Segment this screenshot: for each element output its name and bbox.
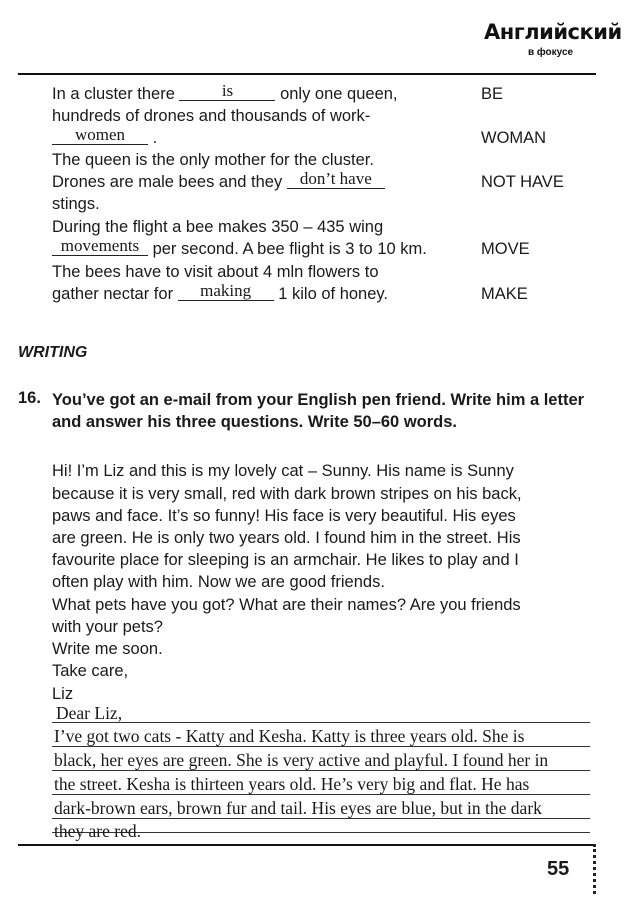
answer-blank: movements xyxy=(52,237,148,256)
footer-dotted-edge xyxy=(593,844,596,894)
logo-title: Английский xyxy=(484,20,622,44)
letter-line: paws and face. It’s so funny! His face is very beautiful. His eyes xyxy=(52,507,516,525)
word-prompt: MAKE xyxy=(481,285,528,303)
letter-line: because it is very small, red with dark brown stripes on his back, xyxy=(52,485,522,503)
exercise-line: stings. xyxy=(52,195,100,213)
exercise-line: The queen is the only mother for the cluster. xyxy=(52,151,374,169)
answer-letter-line: Dear Liz, xyxy=(56,703,123,723)
task-instruction: You’ve got an e-mail from your English pen friend. Write him a letter and answer his three questions. Write 50–60 words. xyxy=(52,391,585,431)
task-number: 16. xyxy=(18,389,41,407)
word-prompt: BE xyxy=(481,85,504,103)
footer-rule xyxy=(18,844,596,846)
answer-letter-line: they are red. xyxy=(54,821,141,841)
header-rule xyxy=(18,73,596,75)
word-prompt: WOMAN xyxy=(481,129,547,147)
exercise-line: movements per second. A bee flight is 3 to 10 km. xyxy=(52,238,472,260)
exercise-line: During the flight a bee makes 350 – 435 wing xyxy=(52,218,384,236)
letter-line: favourite place for sleeping is an armchair. He likes to play and I xyxy=(52,551,519,569)
exercise-line: In a cluster there is only one queen, xyxy=(52,81,398,103)
letter-line: What pets have you got? What are their names? Are you friends xyxy=(52,596,521,614)
letter-line: Write me soon. xyxy=(52,640,163,658)
answer-letter-line: I’ve got two cats - Katty and Kesha. Katty is three years old. She is xyxy=(54,726,525,746)
letter-line: Take care, xyxy=(52,662,129,680)
section-title: WRITING xyxy=(18,344,88,361)
letter-line: Liz xyxy=(52,685,74,703)
answer-blank: making xyxy=(178,282,274,301)
answer-letter-line: black, her eyes are green. She is very active and playful. I found her in xyxy=(54,750,549,770)
letter-line: are green. He is only two years old. I found him in the street. His xyxy=(52,529,521,547)
word-prompt: MOVE xyxy=(481,240,530,258)
word-prompt: NOT HAVE xyxy=(481,173,564,191)
exercise-line: women . xyxy=(52,127,472,149)
answer-blank: women xyxy=(52,126,148,145)
exercise-line: The bees have to visit about 4 mln flowers to xyxy=(52,263,379,281)
answer-blank: don’t have xyxy=(287,170,385,189)
publisher-logo xyxy=(478,20,622,66)
exercise-line: Drones are male bees and they don’t have xyxy=(52,171,472,193)
answer-rule xyxy=(52,722,590,723)
exercise-line: hundreds of drones and thousands of work- xyxy=(52,107,371,125)
letter-line: with your pets? xyxy=(52,618,163,636)
letter-line: often play with him. Now we are good friends. xyxy=(52,573,385,591)
letter-line: Hi! I’m Liz and this is my lovely cat – Sunny. His name is Sunny xyxy=(52,462,514,480)
answer-letter-line: dark-brown ears, brown fur and tail. His eyes are blue, but in the dark xyxy=(54,798,542,818)
exercise-line: gather nectar for making 1 kilo of honey. xyxy=(52,281,389,303)
logo-subtitle: в фокусе xyxy=(528,47,574,58)
answer-blank: is xyxy=(179,82,275,101)
page-number: 55 xyxy=(547,858,570,880)
answer-letter-line: the street. Kesha is thirteen years old. He’s very big and flat. He has xyxy=(54,774,530,794)
